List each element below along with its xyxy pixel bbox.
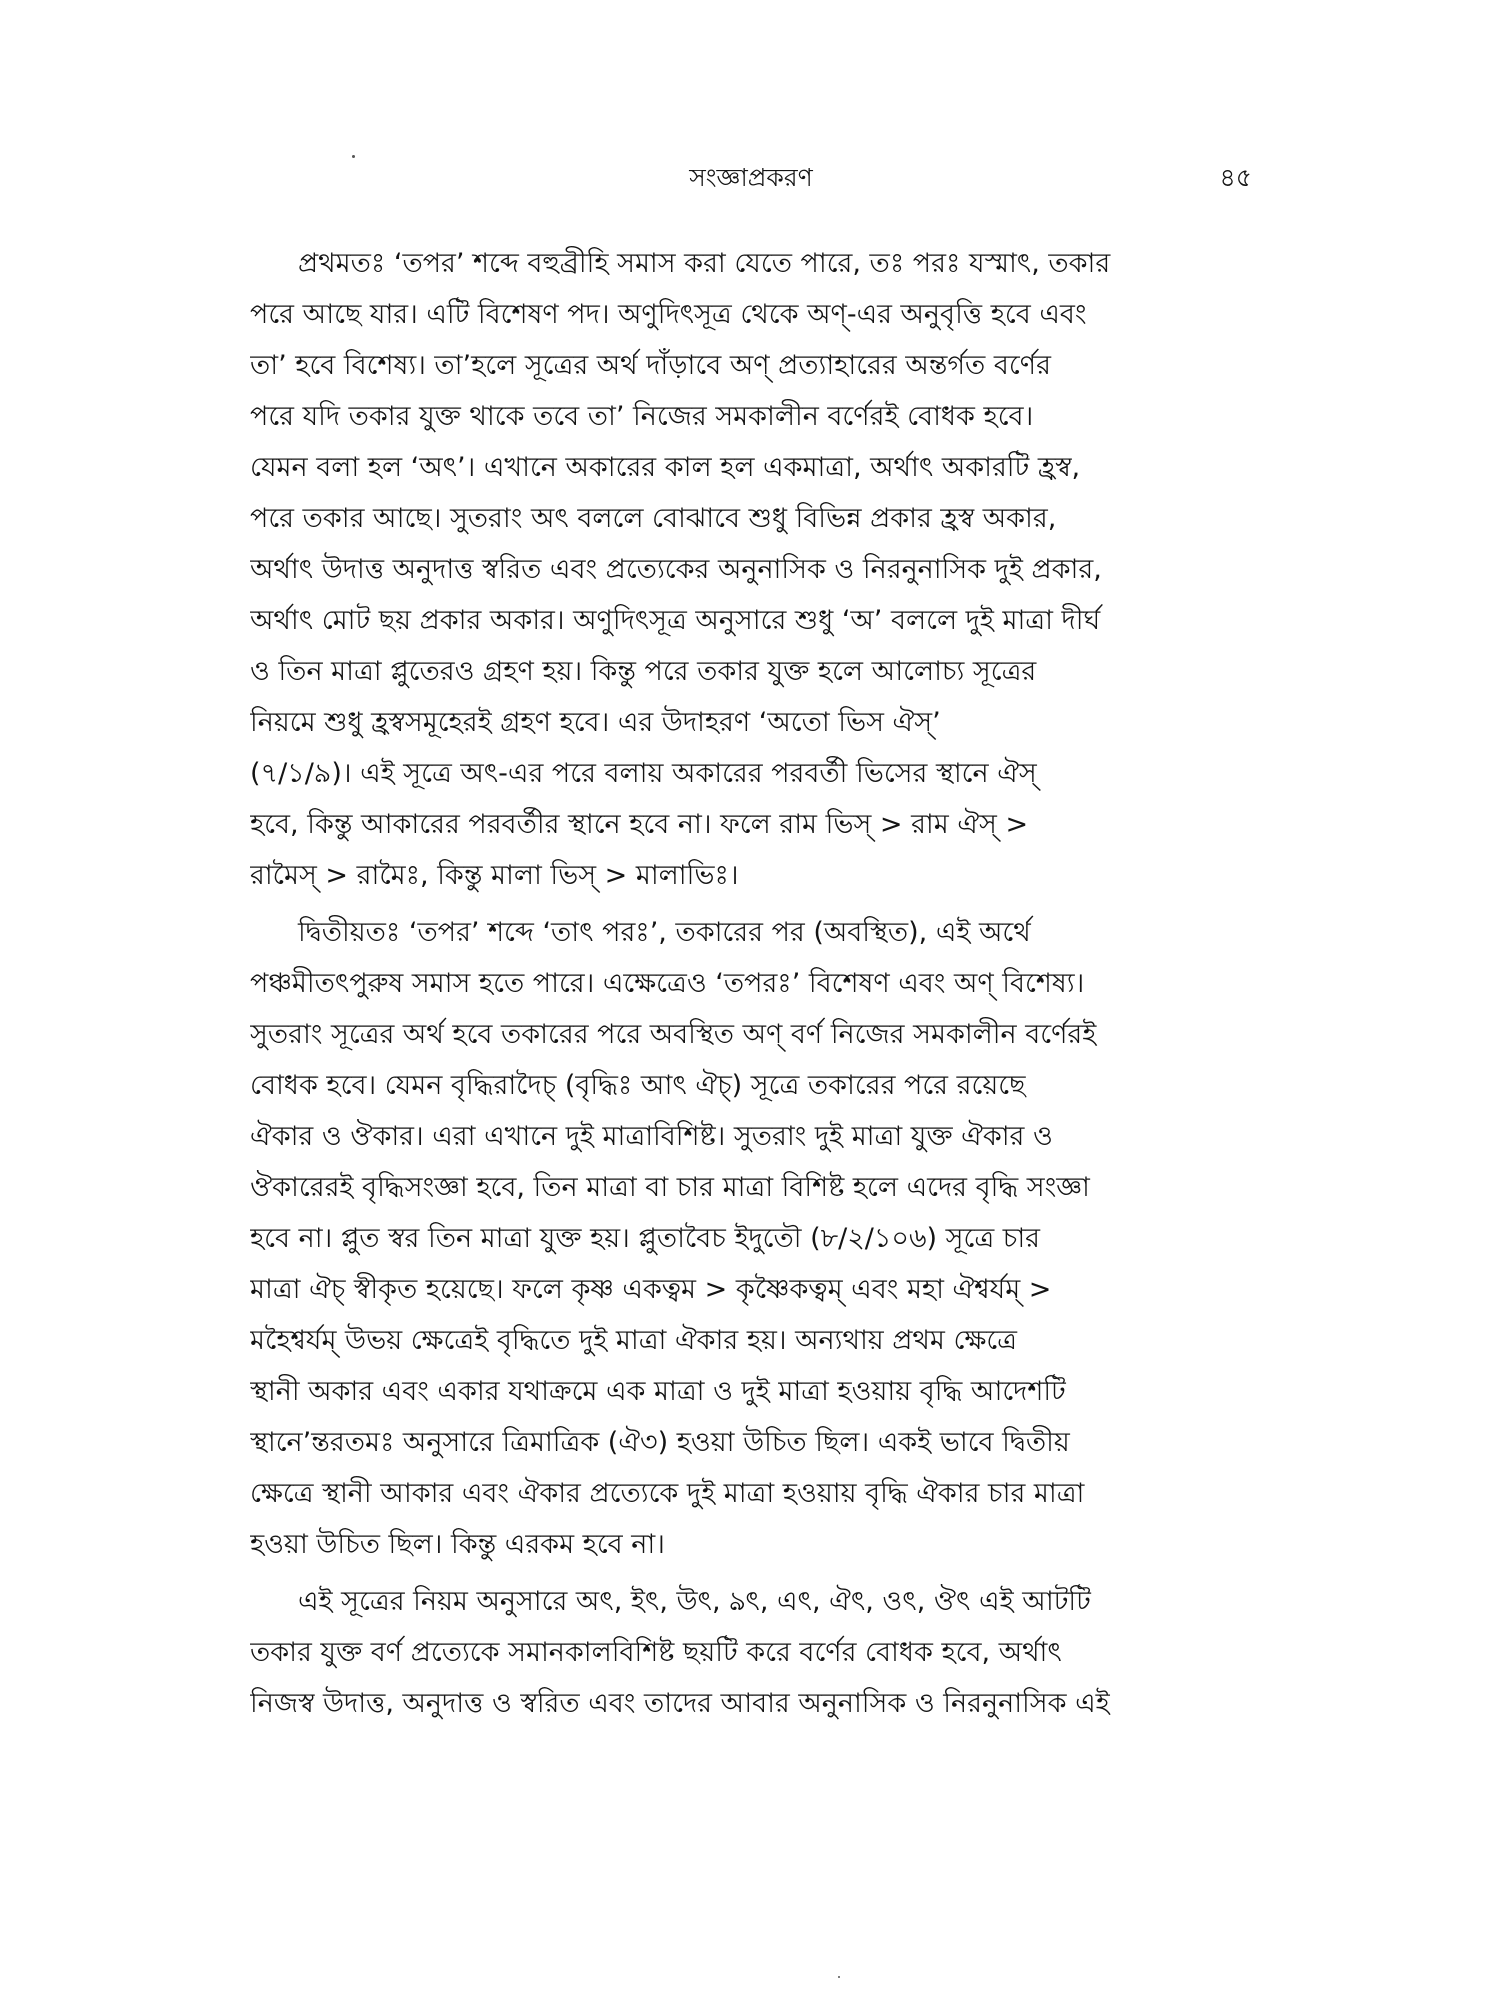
text-line: পরে যদি তকার যুক্ত থাকে তবে তা’ নিজের সমকালীন বর্ণেরই বোধক হবে। (250, 401, 1034, 432)
text-line: মহৈশ্বর্যম্ উভয় ক্ষেত্রেই বৃদ্ধিতে দুই মাত্রা ঐকার হয়। অন্যথায় প্রথম ক্ষেত্রে (250, 1325, 1018, 1356)
scan-speck (838, 1976, 840, 1978)
text-line: স্থানী অকার এবং একার যথাক্রমে এক মাত্রা ও দুই মাত্রা হওয়ায় বৃদ্ধি আদেশটি (250, 1376, 1066, 1407)
text-line: হবে, কিন্তু আকারের পরবর্তীর স্থানে হবে না। ফলে রাম ভিস্ > রাম ঐস্ > (250, 809, 1029, 840)
page-number: ৪৫ (1219, 163, 1252, 192)
text-line: সুতরাং সূত্রের অর্থ হবে তকারের পরে অবস্থিত অণ্ বর্ণ নিজের সমকালীন বর্ণেরই (250, 1019, 1097, 1050)
body-text (250, 238, 1252, 1729)
text-line: প্রথমতঃ ‘তপর’ শব্দে বহুব্রীহি সমাস করা যেতে পারে, তঃ পরঃ যস্মাৎ, তকার (298, 248, 1111, 279)
text-line: দ্বিতীয়তঃ ‘তপর’ শব্দে ‘তাৎ পরঃ’, তকারের পর (অবস্থিত), এই অর্থে (298, 917, 1031, 948)
text-line: পঞ্চমীতৎপুরুষ সমাস হতে পারে। এক্ষেত্রেও ‘তপরঃ’ বিশেষণ এবং অণ্ বিশেষ্য। (250, 968, 1085, 999)
text-line: পরে তকার আছে। সুতরাং অৎ বললে বোঝাবে শুধু বিভিন্ন প্রকার হ্রস্ব অকার, (250, 503, 1057, 534)
text-line: ও তিন মাত্রা প্লুতেরও গ্রহণ হয়। কিন্তু পরে তকার যুক্ত হলে আলোচ্য সূত্রের (250, 656, 1037, 687)
text-line: তকার যুক্ত বর্ণ প্রত্যেকে সমানকালবিশিষ্ট ছয়টি করে বর্ণের বোধক হবে, অর্থাৎ (250, 1637, 1062, 1668)
text-line: হওয়া উচিত ছিল। কিন্তু এরকম হবে না। (250, 1529, 665, 1560)
page-header (250, 158, 1252, 198)
paragraph (250, 1576, 1252, 1729)
text-line: (৭/১/৯)। এই সূত্রে অৎ-এর পরে বলায় অকারের পরবর্তী ভিসের স্থানে ঐস্ (250, 758, 1037, 789)
text-line: অর্থাৎ মোট ছয় প্রকার অকার। অণুদিৎসূত্র অনুসারে শুধু ‘অ’ বললে দুই মাত্রা দীর্ঘ (250, 605, 1101, 636)
text-line: ঐকার ও ঔকার। এরা এখানে দুই মাত্রাবিশিষ্ট। সুতরাং দুই মাত্রা যুক্ত ঐকার ও (250, 1121, 1053, 1152)
text-line: যেমন বলা হল ‘অৎ’। এখানে অকারের কাল হল একমাত্রা, অর্থাৎ অকারটি হ্রস্ব, (250, 452, 1081, 483)
text-line: বোধক হবে। যেমন বৃদ্ধিরাদৈচ্ (বৃদ্ধিঃ আৎ ঐচ্) সূত্রে তকারের পরে রয়েছে (250, 1070, 1026, 1101)
text-line: তা’ হবে বিশেষ্য। তা’হলে সূত্রের অর্থ দাঁড়াবে অণ্ প্রত্যাহারের অন্তর্গত বর্ণের (250, 350, 1051, 381)
text-line: হবে না। প্লুত স্বর তিন মাত্রা যুক্ত হয়। প্লুতাবৈচ ইদুতৌ (৮/২/১০৬) সূত্রে চার (250, 1223, 1041, 1254)
text-line: পরে আছে যার। এটি বিশেষণ পদ। অণুদিৎসূত্র থেকে অণ্-এর অনুবৃত্তি হবে এবং (250, 299, 1087, 330)
text-line: ক্ষেত্রে স্থানী আকার এবং ঐকার প্রত্যেকে দুই মাত্রা হওয়ায় বৃদ্ধি ঐকার চার মাত্রা (250, 1478, 1085, 1509)
paragraph (250, 238, 1252, 901)
text-line: অর্থাৎ উদাত্ত অনুদাত্ত স্বরিত এবং প্রত্যেকের অনুনাসিক ও নিরনুনাসিক দুই প্রকার, (250, 554, 1102, 585)
text-line: নিয়মে শুধু হ্রস্বসমূহেরই গ্রহণ হবে। এর উদাহরণ ‘অতো ভিস ঐস্’ (250, 707, 941, 738)
text-line: রামৈস্ > রামৈঃ, কিন্তু মালা ভিস্ > মালাভিঃ। (250, 860, 739, 891)
text-line: ঔকারেরই বৃদ্ধিসংজ্ঞা হবে, তিন মাত্রা বা চার মাত্রা বিশিষ্ট হলে এদের বৃদ্ধি সংজ্ঞা (250, 1172, 1090, 1203)
text-line: স্থানে’ন্তরতমঃ অনুসারে ত্রিমাত্রিক (ঐ৩) হওয়া উচিত ছিল। একই ভাবে দ্বিতীয় (250, 1427, 1070, 1458)
running-title: সংজ্ঞাপ্রকরণ (689, 163, 813, 192)
text-line: মাত্রা ঐচ্ স্বীকৃত হয়েছে। ফলে কৃষ্ণ একত্বম > কৃষ্ণৈকত্বম্ এবং মহা ঐশ্বর্যম্ > (250, 1274, 1052, 1305)
text-line: এই সূত্রের নিয়ম অনুসারে অৎ, ইৎ, উৎ, ঌৎ, এৎ, ঐৎ, ওৎ, ঔৎ এই আটটি (298, 1586, 1091, 1617)
paragraph (250, 907, 1252, 1570)
text-line: নিজস্ব উদাত্ত, অনুদাত্ত ও স্বরিত এবং তাদের আবার অনুনাসিক ও নিরনুনাসিক এই (250, 1688, 1110, 1719)
